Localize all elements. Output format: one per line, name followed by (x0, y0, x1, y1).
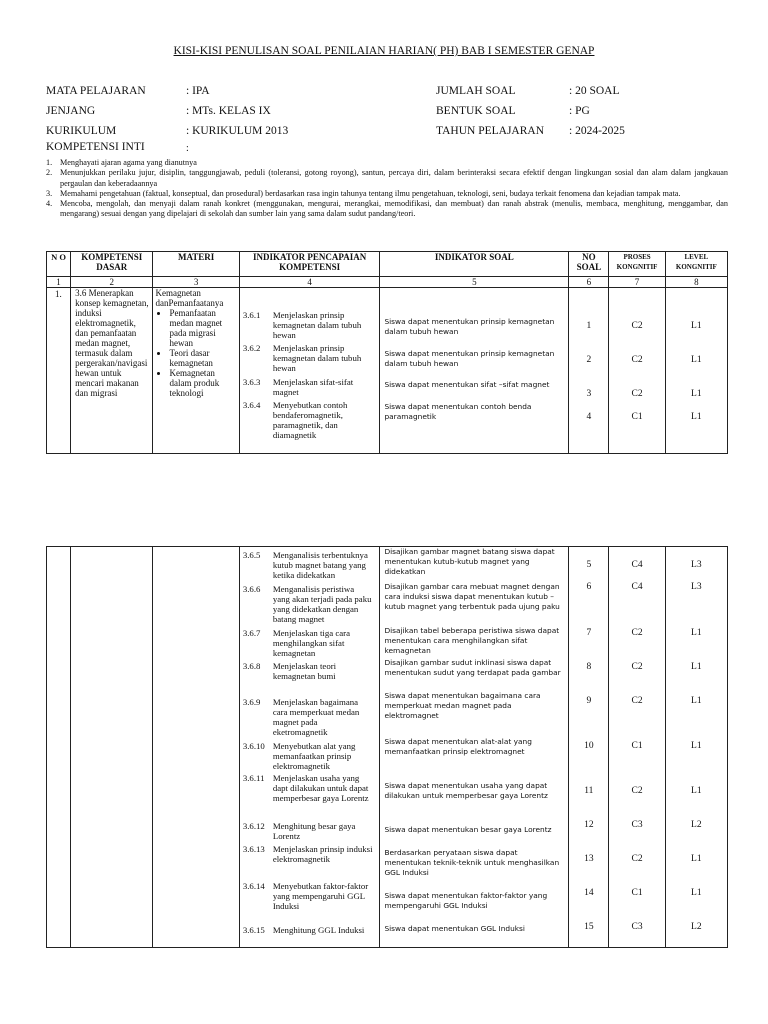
meta-label-curriculum: KURIKULUM (46, 125, 117, 137)
kd-cell (71, 288, 153, 454)
ipk-code: 3.6.3 (242, 377, 261, 387)
question-number: 1 (586, 321, 592, 331)
col-number: 8 (665, 277, 727, 288)
level-value: L1 (691, 412, 702, 422)
ipk-text: Menjelaskan teori kemagnetan bumi (272, 661, 337, 681)
meta-label-question-count: JUMLAH SOAL (436, 85, 516, 97)
col-number: 6 (569, 277, 609, 288)
ipk-text: Menghitung besar gaya Lorentz (272, 821, 356, 841)
ipk-code: 3.6.4 (242, 400, 261, 410)
indikator-text: Siswa dapat menentukan usaha yang dapat dilakukan untuk memperbesar gaya Lorentz (384, 781, 548, 801)
level-value: L3 (691, 560, 702, 570)
header-no-soal: NO SOAL (569, 252, 609, 277)
header-materi: MATERI (153, 252, 239, 277)
ipk-code: 3.6.1 (242, 310, 261, 320)
empty-no-cell (47, 547, 71, 948)
ipk-text: Menjelaskan usaha yang dapt dilakukan untuk dapat memperbesar gaya Lorentz (272, 773, 369, 803)
proses-value: C2 (631, 786, 643, 796)
no-soal-cell (569, 288, 609, 454)
level-value: L2 (691, 820, 702, 830)
level-value: L1 (691, 628, 702, 638)
level-value: L1 (691, 888, 702, 898)
question-number: 8 (586, 662, 592, 672)
indikator-text: Siswa dapat menentukan GGL Induksi (384, 924, 525, 933)
ipk-text: Menganalisis peristiwa yang akan terjadi pada paku yang didekatkan dengan batang magnet (272, 584, 372, 624)
list-item: • Kemagnetan dalam produk teknologi (169, 368, 236, 398)
ipk-text: Menjelaskan sifat-sifat magnet (272, 377, 354, 397)
ipk-text: Menyebutkan faktor-faktor yang mempengaruhi GGL Induksi (272, 881, 369, 911)
question-number: 6 (586, 582, 592, 592)
ipk-text: Menyebutkan alat yang memanfaatkan prinsip elektromagnetik (272, 741, 356, 771)
indikator-text: Disajikan tabel beberapa peristiwa siswa dapat menentukan cara menghilangkan sifat kemagnetan (384, 626, 560, 656)
proses-value: C2 (631, 321, 643, 331)
indikator-text: Siswa dapat menentukan faktor-faktor yang mempengaruhi GGL Induksi (384, 891, 548, 911)
question-number: 13 (584, 854, 594, 864)
indikator-text: Berdasarkan peryataan siswa dapat menentukan teknik-teknik untuk menghasilkan GGL Induksi (384, 848, 560, 878)
grid-table-2 (46, 546, 728, 948)
document-title: KISI-KISI PENULISAN SOAL PENILAIAN HARIAN( PH) BAB I SEMESTER GENAP (173, 45, 595, 57)
question-number: 11 (584, 786, 594, 796)
col-number: 4 (239, 277, 380, 288)
indikator-text: Siswa dapat menentukan prinsip kemagnetan dalam tubuh hewan (384, 317, 555, 337)
col-number: 2 (71, 277, 153, 288)
header-ipk: INDIKATOR PENCAPAIAN KOMPETENSI (239, 252, 380, 277)
indikator-text: Siswa dapat menentukan alat-alat yang memanfaatkan prinsip elektromagnet (384, 737, 532, 757)
header-level: LEVEL KONGNITIF (665, 252, 727, 277)
ki-item: 1. Menghayati ajaran agama yang dianutnya (46, 158, 197, 167)
proses-cell (609, 288, 665, 454)
question-number: 10 (584, 741, 594, 751)
list-item: • Teori dasar kemagnetan (169, 348, 236, 368)
list-item: • Pemanfaatan medan magnet pada migrasi hewan (169, 308, 236, 348)
question-number: 2 (586, 355, 592, 365)
indikator-text: Siswa dapat menentukan prinsip kemagnetan dalam tubuh hewan (384, 349, 555, 369)
meta-label-question-type: BENTUK SOAL (436, 105, 516, 117)
ipk-cell (239, 288, 380, 454)
ipk-text: Menjelaskan prinsip kemagnetan dalam tubuh hewan (272, 343, 362, 373)
indikator-text: Siswa dapat menentukan besar gaya Lorentz (384, 825, 552, 834)
ipk-code: 3.6.12 (242, 821, 265, 831)
header-no: N O (47, 252, 71, 277)
meta-block (46, 85, 728, 147)
level-value: L1 (691, 389, 702, 399)
ipk-code: 3.6.6 (242, 584, 261, 594)
ipk-code: 3.6.14 (242, 881, 265, 891)
indikator-text: Disajikan gambar magnet batang siswa dapat menentukan kutub-kutub magnet yang didekatkan (384, 547, 555, 577)
header-indikator: INDIKATOR SOAL (380, 252, 569, 277)
question-number: 7 (586, 628, 592, 638)
ipk-code: 3.6.5 (242, 550, 261, 560)
ipk-text: Menganalisis terbentuknya kutub magnet batang yang ketika didekatkan (272, 550, 368, 580)
grid-table-1 (46, 251, 728, 454)
meta-value-school-year: : 2024-2025 (569, 125, 625, 137)
ipk-text: Menyebutkan contoh bendaferomagnetik, paramagnetik, dan diamagnetik (272, 400, 348, 440)
ipk-text: Menjelaskan prinsip kemagnetan dalam tubuh hewan (272, 310, 362, 340)
meta-value-question-count: : 20 SOAL (569, 85, 620, 97)
question-number: 9 (586, 696, 592, 706)
proses-value: C2 (631, 389, 643, 399)
col-number: 7 (609, 277, 665, 288)
empty-kd-cell (71, 547, 153, 948)
proses-cell (609, 547, 665, 948)
materi-list (155, 308, 236, 398)
level-value: L1 (691, 786, 702, 796)
ipk-code: 3.6.13 (242, 844, 265, 854)
level-value: L1 (691, 696, 702, 706)
question-number: 5 (586, 560, 592, 570)
materi-title: Kemagnetan danPemanfaatanya (155, 288, 224, 308)
ki-item: 4. Mencoba, mengolah, dan menyaji dalam ranah konkret (menggunakan, mengurai, merangkai, memodifikasi, dan membuat) dan ranah abstrak (menulis, membaca, menghitung, menggambar, dan mengarang) sesuai dengan yang dipelajari di sekolah dan sumber lain yang sama dalam sudut pandang/teori. (46, 199, 728, 219)
ipk-text: Menjelaskan tiga cara menghilangkan sifat kemagnetan (272, 628, 351, 658)
meta-value-subject: : IPA (186, 85, 210, 97)
proses-value: C1 (631, 888, 643, 898)
proses-value: C2 (631, 662, 643, 672)
proses-value: C4 (631, 560, 643, 570)
proses-value: C1 (631, 412, 643, 422)
ipk-text: Menjelaskan prinsip induksi elektromagnetik (272, 844, 373, 864)
ki-colon: : (186, 143, 189, 154)
col-number: 1 (47, 277, 71, 288)
kd-text: 3.6 Menerapkan konsep kemagnetan, induksi elektromagnetik, dan pemanfaatan medan magnet, termasuk dalam pergerakan/navigasi hewan untuk mencari makanan dan migrasi (75, 288, 149, 398)
meta-label-subject: MATA PELAJARAN (46, 85, 146, 97)
no-soal-cell (569, 547, 609, 948)
question-number: 14 (584, 888, 594, 898)
proses-value: C3 (631, 820, 643, 830)
level-value: L3 (691, 582, 702, 592)
ipk-code: 3.6.11 (242, 773, 265, 783)
table-row (47, 547, 728, 948)
col-number: 3 (153, 277, 239, 288)
question-number: 3 (586, 389, 592, 399)
proses-value: C2 (631, 854, 643, 864)
header-proses: PROSES KONGNITIF (609, 252, 665, 277)
indikator-text: Siswa dapat menentukan contoh benda paramagnetik (384, 402, 532, 422)
level-value: L2 (691, 922, 702, 932)
proses-value: C2 (631, 628, 643, 638)
ipk-cell (239, 547, 380, 948)
ki-list (46, 158, 728, 220)
indikator-cell (380, 547, 569, 948)
proses-value: C2 (631, 355, 643, 365)
meta-label-school-year: TAHUN PELAJARAN (436, 125, 545, 137)
col-number: 5 (380, 277, 569, 288)
level-cell (665, 547, 727, 948)
ki-heading: KOMPETENSI INTI (46, 141, 145, 153)
ipk-code: 3.6.10 (242, 741, 265, 751)
meta-value-curriculum: : KURIKULUM 2013 (186, 125, 289, 137)
level-value: L1 (691, 854, 702, 864)
materi-cell (153, 288, 239, 454)
ipk-code: 3.6.9 (242, 697, 261, 707)
ipk-code: 3.6.7 (242, 628, 261, 638)
question-number: 4 (586, 412, 592, 422)
meta-value-level: : MTs. KELAS IX (186, 105, 271, 117)
level-value: L1 (691, 355, 702, 365)
ipk-code: 3.6.8 (242, 661, 261, 671)
proses-value: C4 (631, 582, 643, 592)
level-value: L1 (691, 741, 702, 751)
ki-item: 2. Menunjukkan perilaku jujur, disiplin, tanggungjawab, peduli (toleransi, gotong royong), santun, percaya diri, dalam berinteraksi secara efektif dengan lingkungan sosial dan alam dalam jangkauan pergaulan dan keberadaannya (46, 168, 728, 188)
indikator-text: Disajikan gambar cara mebuat magnet dengan cara induksi siswa dapat menentukan kutub – kutub magnet yang terbentuk pada ujung paku (384, 582, 560, 612)
proses-value: C1 (631, 741, 643, 751)
level-value: L1 (691, 321, 702, 331)
ipk-code: 3.6.15 (242, 925, 265, 935)
ipk-code: 3.6.2 (242, 343, 261, 353)
row-number: 1. (47, 288, 71, 454)
level-cell (665, 288, 727, 454)
ipk-text: Menjelaskan bagaimana cara memperkuat medan magnet pada eketromagnetik (272, 697, 360, 737)
indikator-text: Siswa dapat menentukan sifat –sifat magnet (384, 380, 550, 389)
proses-value: C3 (631, 922, 643, 932)
level-value: L1 (691, 662, 702, 672)
ki-item: 3. Memahami pengetahuan (faktual, konseptual, dan prosedural) berdasarkan rasa ingin tahunya tentang ilmu pengetahuan, teknologi, seni, budaya terkait fenomena dan kejadian tampak mata. (46, 188, 681, 198)
question-number: 15 (584, 922, 594, 932)
empty-materi-cell (153, 547, 239, 948)
meta-label-level: JENJANG (46, 105, 96, 117)
header-kd: KOMPETENSI DASAR (71, 252, 153, 277)
indikator-cell (380, 288, 569, 454)
indikator-text: Siswa dapat menentukan bagaimana cara memperkuat medan magnet pada elektromagnet (384, 691, 541, 721)
ipk-text: Menghitung GGL Induksi (272, 925, 365, 935)
table-row (47, 288, 728, 454)
question-number: 12 (584, 820, 594, 830)
proses-value: C2 (631, 696, 643, 706)
indikator-text: Disajikan gambar sudut inklinasi siswa dapat menentukan sudut yang terdapat pada gambar (384, 658, 561, 678)
meta-value-question-type: : PG (569, 105, 590, 117)
